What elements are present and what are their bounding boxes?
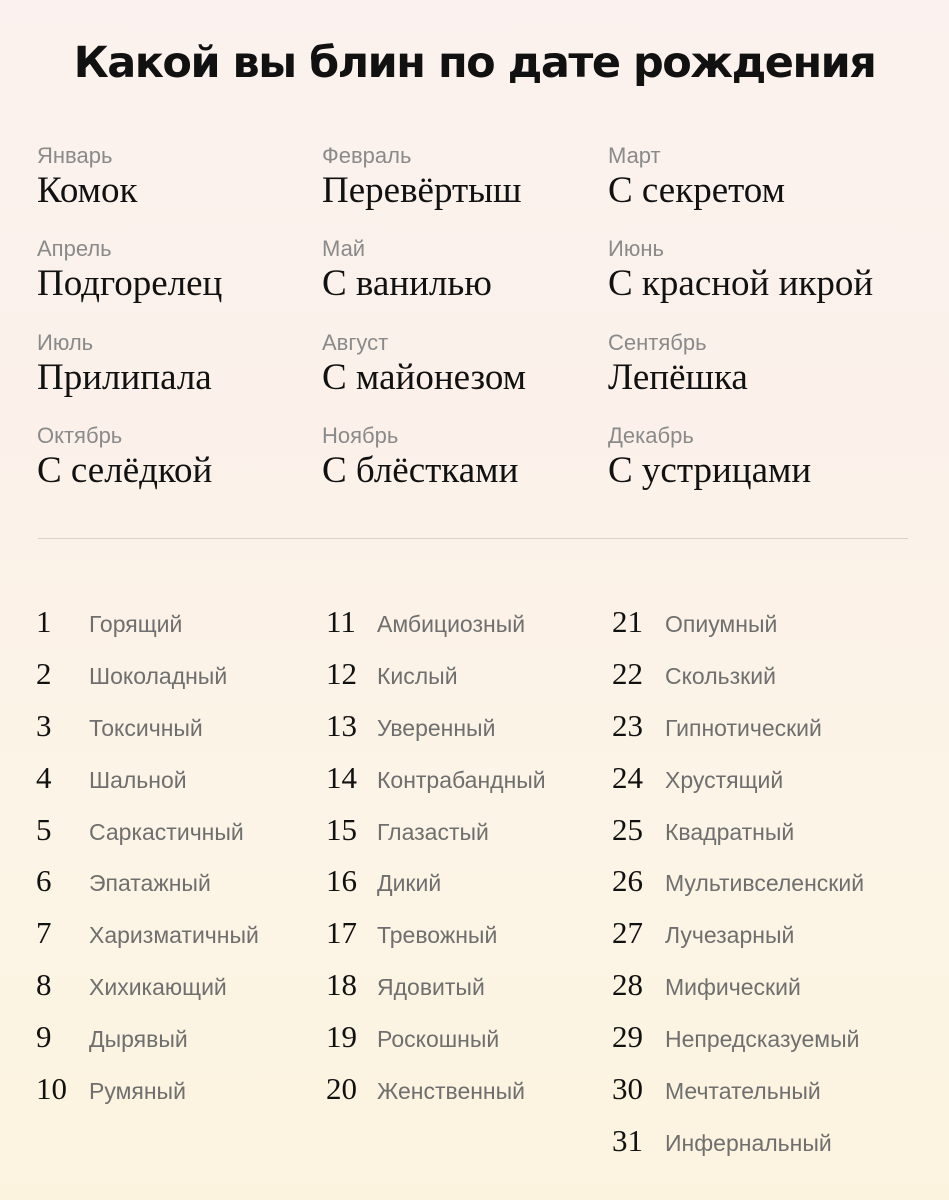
day-adjective: Дикий [377, 870, 442, 896]
month-october [37, 423, 337, 493]
day-adjective: Амбициозный [377, 611, 526, 637]
day-adjective: Токсичный [89, 715, 203, 741]
day-number: 9 [36, 1019, 52, 1054]
day-adjective: Дырявый [89, 1026, 188, 1052]
month-february [322, 143, 622, 213]
month-august [322, 330, 622, 400]
month-pancake: С майонезом [322, 357, 527, 398]
day-number: 22 [612, 656, 643, 691]
day-number: 31 [612, 1123, 643, 1158]
month-pancake: Подгорелец [37, 263, 223, 304]
month-name: Июнь [608, 236, 664, 261]
day-adjective: Контрабандный [377, 767, 546, 793]
day-number: 2 [36, 656, 52, 691]
month-january [37, 143, 337, 213]
day-adjective: Женственный [377, 1078, 526, 1104]
day-adjective: Румяный [89, 1078, 186, 1104]
day-number: 21 [612, 604, 643, 639]
day-adjective: Шальной [89, 767, 187, 793]
month-name: Август [322, 330, 389, 355]
day-number: 12 [326, 656, 357, 691]
month-name: Декабрь [608, 423, 694, 448]
month-pancake: Прилипала [37, 357, 212, 398]
month-december [608, 423, 908, 493]
day-number: 25 [612, 812, 643, 847]
day-number: 27 [612, 915, 643, 950]
day-number: 7 [36, 915, 52, 950]
day-number: 13 [326, 708, 357, 743]
day-number: 29 [612, 1019, 643, 1054]
month-name: Сентябрь [608, 330, 707, 355]
month-pancake: С секретом [608, 170, 786, 211]
day-adjective: Уверенный [377, 715, 496, 741]
day-adjective: Гипнотический [665, 715, 822, 741]
day-adjective: Горящий [89, 611, 183, 637]
section-divider [38, 538, 908, 539]
month-june [608, 236, 908, 306]
day-number: 20 [326, 1071, 357, 1106]
day-adjective: Кислый [377, 663, 458, 689]
month-name: Февраль [322, 143, 412, 168]
month-may [322, 236, 622, 306]
day-adjective: Инфернальный [665, 1130, 832, 1156]
month-april [37, 236, 337, 306]
month-name: Январь [37, 143, 113, 168]
month-pancake: С красной икрой [608, 263, 874, 304]
day-adjective: Харизматичный [89, 922, 259, 948]
month-name: Июль [37, 330, 94, 355]
month-pancake: С селёдкой [37, 450, 213, 491]
day-adjective: Квадратный [665, 819, 795, 845]
day-number: 5 [36, 812, 52, 847]
day-adjective: Лучезарный [665, 922, 795, 948]
page-title: Какой вы блин по дате рождения [73, 38, 876, 88]
day-adjective: Хрустящий [665, 767, 784, 793]
day-number: 23 [612, 708, 643, 743]
month-pancake: С устрицами [608, 450, 812, 491]
day-adjective: Скользкий [665, 663, 776, 689]
day-adjective: Ядовитый [377, 974, 485, 1000]
day-number: 26 [612, 863, 643, 898]
month-name: Октябрь [37, 423, 123, 448]
month-pancake: Комок [37, 170, 138, 211]
day-adjective: Опиумный [665, 611, 778, 637]
day-number: 18 [326, 967, 357, 1002]
month-pancake: Лепёшка [608, 357, 748, 398]
day-adjective: Роскошный [377, 1026, 500, 1052]
day-number: 30 [612, 1071, 643, 1106]
day-adjective: Мечтательный [665, 1078, 821, 1104]
day-number: 4 [36, 760, 52, 795]
day-number: 14 [326, 760, 357, 795]
day-number: 17 [326, 915, 357, 950]
day-number: 3 [36, 708, 52, 743]
day-number: 24 [612, 760, 643, 795]
day-adjective: Непредсказуемый [665, 1026, 860, 1052]
day-number: 16 [326, 863, 357, 898]
month-march [608, 143, 908, 213]
month-name: Май [322, 236, 366, 261]
month-pancake: С блёстками [322, 450, 519, 491]
month-november [322, 423, 622, 493]
day-adjective: Тревожный [377, 922, 498, 948]
day-number: 11 [326, 604, 356, 639]
month-name: Ноябрь [322, 423, 399, 448]
month-pancake: Перевёртыш [322, 170, 522, 211]
month-july [37, 330, 337, 400]
day-adjective: Шоколадный [89, 663, 228, 689]
day-number: 10 [36, 1071, 67, 1106]
month-name: Март [608, 143, 661, 168]
month-pancake: С ванилью [322, 263, 492, 304]
day-adjective: Мифический [665, 974, 801, 1000]
day-adjective: Глазастый [377, 819, 489, 845]
day-number: 1 [36, 604, 52, 639]
month-september [608, 330, 908, 400]
day-number: 15 [326, 812, 357, 847]
day-number: 8 [36, 967, 52, 1002]
day-adjective: Хихикающий [89, 974, 227, 1000]
day-adjective: Саркастичный [89, 819, 244, 845]
day-number: 19 [326, 1019, 357, 1054]
month-name: Апрель [37, 236, 112, 261]
day-adjective: Эпатажный [89, 870, 211, 896]
day-adjective: Мультивселенский [665, 870, 865, 896]
day-number: 6 [36, 863, 52, 898]
day-number: 28 [612, 967, 643, 1002]
